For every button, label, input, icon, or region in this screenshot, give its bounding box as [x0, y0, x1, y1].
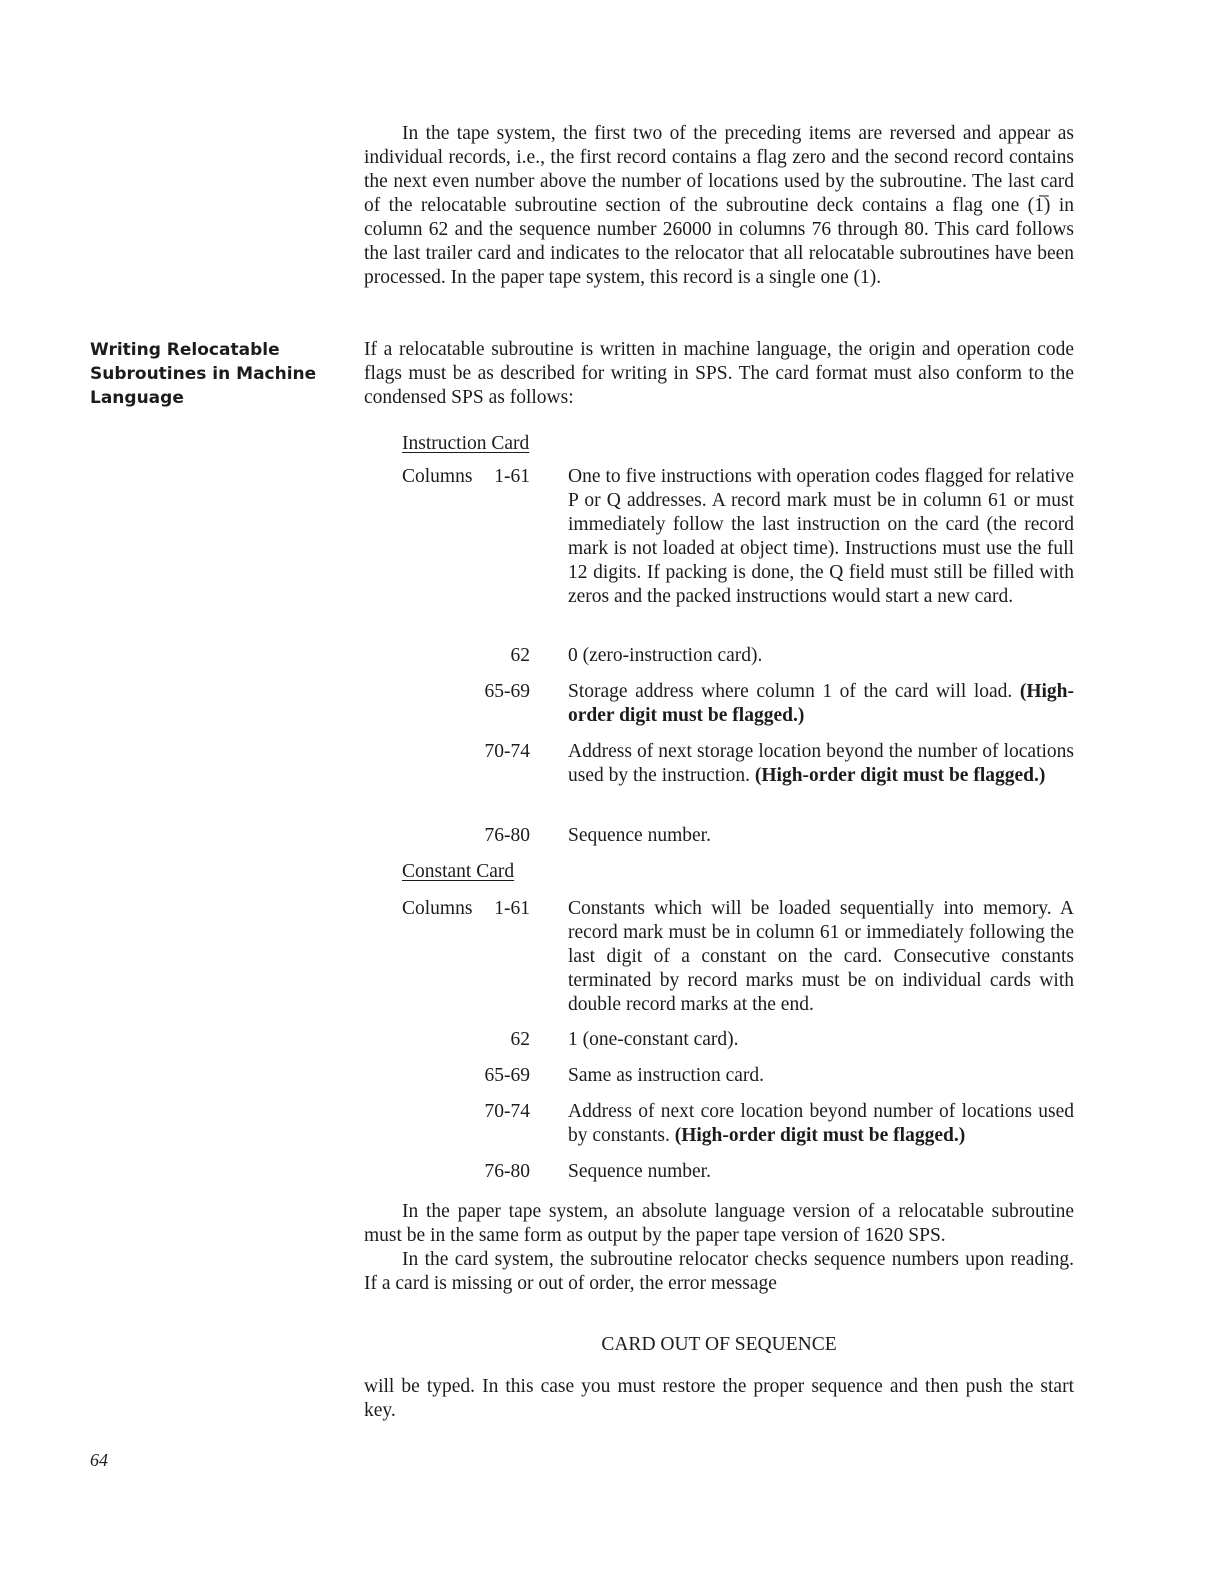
column-number: 65-69: [484, 1065, 530, 1086]
row-description: 0 (zero-instruction card).: [568, 645, 763, 666]
paragraph-machine-language: If a relocatable subroutine is written in machine language, the origin and operation code flags must be as described for writing in SPS. The card format must also conform to the condensed SPS as follows:: [364, 339, 1074, 408]
flag-note: (High-order digit must be flagged.): [568, 681, 1075, 726]
paragraph-card-system: In the card system, the subroutine relocator checks sequence numbers upon reading. If a card is missing or out of order, the error message: [364, 1249, 1074, 1294]
row-description: Address of next storage location beyond the number of locations used by the instruction. (High-order digit must be flagged.): [568, 741, 1074, 786]
page-number: 64: [90, 1450, 108, 1470]
row-description: Sequence number.: [568, 825, 711, 846]
constant-card-title: Constant Card: [402, 861, 515, 882]
sidehead-writing-relocatable: Writing Relocatable Subroutines in Machine Language: [90, 340, 317, 408]
column-number: 70-74: [484, 741, 530, 762]
column-number: 1-61: [494, 466, 530, 487]
column-number: 62: [510, 1029, 530, 1050]
flag-note: (High-order digit must be flagged.): [674, 1125, 966, 1146]
columns-label: Columns: [402, 466, 473, 487]
row-description: 1 (one-constant card).: [568, 1029, 739, 1050]
row-description: Constants which will be loaded sequentially into memory. A record mark must be in column 61 or immediately following the last digit of a constant on the card. Consecutive constants terminated by record marks must be on individual cards with double record marks at the end.: [568, 898, 1074, 1015]
row-description: Same as instruction card.: [568, 1065, 765, 1086]
instruction-card-title: Instruction Card: [402, 433, 530, 454]
row-description: One to five instructions with operation codes flagged for relative P or Q addresses. A record mark must be in column 61 or must immediately follow the last instruction on the card (the record mark is not loaded at object time). Instructions must use the full 12 digits. If packing is done, the Q field must still be filled with zeros and the packed instructions would start a new card.: [568, 466, 1074, 607]
columns-label: Columns: [402, 898, 473, 919]
paragraph-paper-tape: In the paper tape system, an absolute language version of a relocatable subroutine must be in the same form as output by the paper tape version of 1620 SPS. In the card system, the subroutine relocator checks sequence numbers upon reading. If a card is missing or out of order, the error message: [364, 1201, 1074, 1294]
flag-note: (High-order digit must be flagged.): [754, 765, 1046, 786]
column-number: 76-80: [484, 1161, 530, 1182]
column-number: 62: [510, 645, 530, 666]
error-message: CARD OUT OF SEQUENCE: [601, 1334, 837, 1355]
column-number: 1-61: [494, 898, 530, 919]
column-number: 70-74: [484, 1101, 530, 1122]
column-number: 76-80: [484, 825, 530, 846]
paragraph-tape-system: In the tape system, the first two of the preceding items are reversed and appear as individual records, i.e., the first record contains a flag zero and the second record contains the next even number above the number of locations used by the subroutine. The last card of the relocatable subroutine section of the subroutine deck contains a flag one (1̅) in column 62 and the sequence number 26000 in columns 76 through 80. This card follows the last trailer card and indicates to the relocator that all relocatable subroutines have been processed. In the paper tape system, this record is a single one (1).: [364, 123, 1074, 288]
row-description: Address of next core location beyond number of locations used by constants. (High-order digit must be flagged.): [568, 1101, 1074, 1146]
column-number: 65-69: [484, 681, 530, 702]
paragraph-typed: will be typed. In this case you must restore the proper sequence and then push the start key.: [364, 1376, 1074, 1421]
row-description: Sequence number.: [568, 1161, 711, 1182]
row-description: Storage address where column 1 of the card will load. (High-order digit must be flagged.): [568, 681, 1075, 726]
